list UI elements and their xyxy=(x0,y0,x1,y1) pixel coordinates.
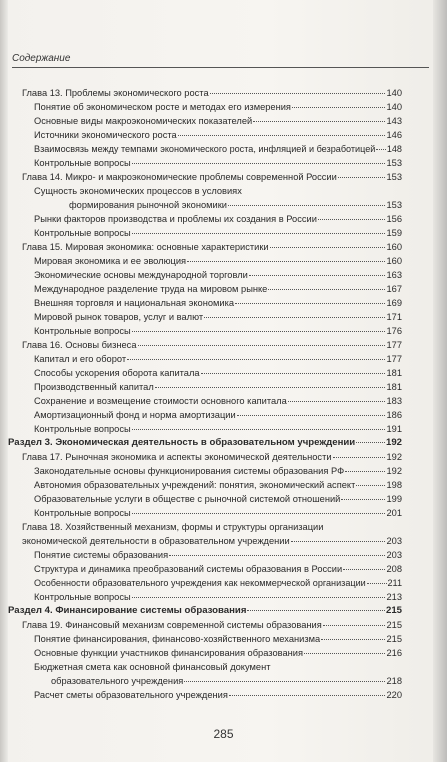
toc-page-number: 192 xyxy=(385,437,402,448)
toc-entry-title: Понятие финансирования, финансово-хозяйственного механизма xyxy=(34,634,321,644)
toc-entry xyxy=(34,310,402,324)
toc-entry-title: Контрольные вопросы xyxy=(34,158,131,168)
dot-leader xyxy=(132,233,386,234)
dot-leader xyxy=(247,610,385,611)
toc-page-number: 215 xyxy=(386,634,402,644)
dot-leader xyxy=(184,681,385,682)
toc-entry xyxy=(34,212,402,226)
toc-page-number: 215 xyxy=(385,605,402,616)
toc-entry-title: Глава 15. Мировая экономика: основные характеристики xyxy=(22,242,269,252)
toc-entry-title: формирования рыночной экономики xyxy=(69,200,227,210)
toc-page-number: 153 xyxy=(386,200,402,210)
toc-page-number: 208 xyxy=(386,564,402,574)
toc-entry-title: Контрольные вопросы xyxy=(34,424,131,434)
toc-page-number: 192 xyxy=(386,452,402,462)
dot-leader xyxy=(318,219,386,220)
toc-entry-title: Контрольные вопросы xyxy=(34,592,131,602)
dot-leader xyxy=(138,345,386,346)
dot-leader xyxy=(228,205,386,206)
toc-entry xyxy=(34,380,402,394)
toc-entry xyxy=(34,590,402,604)
toc-page-number: 192 xyxy=(386,466,402,476)
dot-leader xyxy=(201,373,386,374)
toc-page-number: 167 xyxy=(386,284,402,294)
dot-leader xyxy=(132,597,386,598)
dot-leader xyxy=(253,121,385,122)
toc-entry-title: экономической деятельности в образовательном учреждении xyxy=(22,536,290,546)
toc-chapter-17 xyxy=(22,450,402,464)
toc-page-number: 183 xyxy=(386,396,402,406)
toc-entry-title: Мировой рынок товаров, услуг и валют xyxy=(34,312,204,322)
toc-page-number: 198 xyxy=(386,480,402,490)
toc-page-number: 176 xyxy=(386,326,402,336)
toc-entry xyxy=(34,156,402,170)
toc-page-number: 160 xyxy=(386,256,402,266)
toc-entry xyxy=(34,296,402,310)
toc-entry-title: Контрольные вопросы xyxy=(34,326,131,336)
toc-entry-title-line1: Сущность экономических процессов в условиях xyxy=(34,186,242,196)
toc-entry xyxy=(34,114,402,128)
toc-entry-title: Раздел 3. Экономическая деятельность в образовательном учреждении xyxy=(8,437,356,448)
toc-entry-title: образовательного учреждения xyxy=(51,676,184,686)
toc-entry xyxy=(34,128,402,142)
page-edge-shadow xyxy=(433,0,447,762)
toc-entry xyxy=(34,352,402,366)
dot-leader xyxy=(356,442,385,443)
dot-leader xyxy=(341,499,385,500)
dot-leader xyxy=(288,401,386,402)
toc-entry-title: Глава 13. Проблемы экономического роста xyxy=(22,88,209,98)
toc-page-number: 216 xyxy=(386,648,402,658)
toc-entry xyxy=(34,226,402,240)
toc-entry-title: Автономия образовательных учреждений: понятия, экономический аспект xyxy=(34,480,356,490)
toc-entry-title: Рынки факторов производства и проблемы их создания в России xyxy=(34,214,317,224)
toc-entry-title: Структура и динамика преобразований системы образования в России xyxy=(34,564,343,574)
toc-page-number: 153 xyxy=(386,158,402,168)
dot-leader xyxy=(249,275,386,276)
toc-entry-title: Производственный капитал xyxy=(34,382,154,392)
dot-leader xyxy=(169,555,385,556)
dot-leader xyxy=(178,135,386,136)
toc-entry xyxy=(34,688,402,702)
page-number: 285 xyxy=(213,727,234,741)
toc-entry xyxy=(34,324,402,338)
toc-page-number: 160 xyxy=(386,242,402,252)
toc-entry xyxy=(34,282,402,296)
toc-chapter-19 xyxy=(22,618,402,632)
toc-entry-title: Глава 19. Финансовый механизм современной системы образования xyxy=(22,620,322,630)
toc-entry xyxy=(34,562,402,576)
toc-entry-title: Внешняя торговля и национальная экономика xyxy=(34,298,235,308)
dot-leader xyxy=(155,387,386,388)
dot-leader xyxy=(323,625,386,626)
toc-chapter-15 xyxy=(22,240,402,254)
toc-entry-title: Взаимосвязь между темпами экономического роста, инфляцией и безработицей xyxy=(34,144,376,154)
toc-page-number: 213 xyxy=(386,592,402,602)
toc-page-number: 140 xyxy=(386,88,402,98)
toc-entry-title: Образовательные услуги в обществе с рыночной системой отношений xyxy=(34,494,341,504)
dot-leader xyxy=(345,471,385,472)
toc-entry xyxy=(34,408,402,422)
dot-leader xyxy=(367,583,387,584)
toc-entry-title: Основные функции участников финансирования образования xyxy=(34,648,303,658)
toc-page-number: 146 xyxy=(386,130,402,140)
toc-entry xyxy=(34,464,402,478)
dot-leader xyxy=(333,457,386,458)
toc-entry-title: Мировая экономика и ее эволюция xyxy=(34,256,187,266)
dot-leader xyxy=(132,163,386,164)
dot-leader xyxy=(235,303,385,304)
toc-entry-title: Глава 17. Рыночная экономика и аспекты экономической деятельности xyxy=(22,452,332,462)
dot-leader xyxy=(304,653,386,654)
dot-leader xyxy=(268,289,385,290)
dot-leader xyxy=(132,331,386,332)
toc-entry-title: Понятие об экономическом росте и методах его измерения xyxy=(34,102,291,112)
dot-leader xyxy=(321,639,385,640)
toc-page-number: 211 xyxy=(387,578,402,588)
toc-entry xyxy=(34,366,402,380)
toc-page-number: 203 xyxy=(386,550,402,560)
toc-entry xyxy=(34,268,402,282)
dot-leader xyxy=(338,177,386,178)
dot-leader xyxy=(343,569,385,570)
dot-leader xyxy=(291,541,386,542)
toc-page-number: 186 xyxy=(386,410,402,420)
toc-page-number: 153 xyxy=(386,172,402,182)
dot-leader xyxy=(270,247,386,248)
dot-leader xyxy=(204,317,385,318)
toc-page-number: 140 xyxy=(386,102,402,112)
toc-page-number: 163 xyxy=(386,270,402,280)
dot-leader xyxy=(292,107,386,108)
toc-entry xyxy=(34,394,402,408)
toc-page-number: 169 xyxy=(386,298,402,308)
toc-entry-title: Капитал и его оборот xyxy=(34,354,127,364)
toc-section-4 xyxy=(8,604,402,618)
dot-leader xyxy=(229,695,386,696)
toc-page-number: 199 xyxy=(386,494,402,504)
dot-leader xyxy=(237,415,386,416)
toc-page-number: 148 xyxy=(386,144,402,154)
toc-chapter-13 xyxy=(22,86,402,100)
toc-chapter-14 xyxy=(22,170,402,184)
toc-entry-title: Сохранение и возмещение стоимости основного капитала xyxy=(34,396,287,406)
toc-entry-title: Способы ускорения оборота капитала xyxy=(34,368,200,378)
toc-chapter-18-line1: Глава 18. Хозяйственный механизм, формы и структуры организации xyxy=(22,522,324,532)
running-head: Содержание xyxy=(12,53,71,64)
toc-entry xyxy=(34,506,402,520)
toc-entry xyxy=(34,492,402,506)
toc-entry-title: Законодательные основы функционирования системы образования РФ xyxy=(34,466,345,476)
toc-entry xyxy=(34,548,402,562)
dot-leader xyxy=(187,261,385,262)
toc-entry xyxy=(34,478,402,492)
toc-page-number: 177 xyxy=(386,354,402,364)
toc-section-3 xyxy=(8,436,402,450)
toc-entry xyxy=(34,100,402,114)
toc-entry-title-line1: Бюджетная смета как основной финансовый документ xyxy=(34,662,271,672)
toc-entry-title: Контрольные вопросы xyxy=(34,228,131,238)
toc-entry-title: Расчет сметы образовательного учреждения xyxy=(34,690,228,700)
dot-leader xyxy=(127,359,385,360)
toc-page-number: 215 xyxy=(386,620,402,630)
toc-entry-title: Экономические основы международной торговли xyxy=(34,270,248,280)
dot-leader xyxy=(356,485,385,486)
dot-leader xyxy=(210,93,386,94)
toc-page-number: 181 xyxy=(386,382,402,392)
toc-page-number: 218 xyxy=(386,676,402,686)
toc-entry xyxy=(34,646,402,660)
toc-entry-title: Глава 16. Основы бизнеса xyxy=(22,340,137,350)
toc-page-number: 156 xyxy=(386,214,402,224)
toc-page-number: 203 xyxy=(386,536,402,546)
toc-entry-title: Особенности образовательного учреждения как некоммерческой организации xyxy=(34,578,366,588)
toc-entry-title: Амортизационный фонд и норма амортизации xyxy=(34,410,236,420)
toc-page-number: 171 xyxy=(386,312,402,322)
toc-entry-title: Понятие системы образования xyxy=(34,550,169,560)
toc-page-number: 181 xyxy=(386,368,402,378)
toc-page-number: 177 xyxy=(386,340,402,350)
toc-entry-title: Основные виды макроэкономических показателей xyxy=(34,116,253,126)
toc-entry xyxy=(34,142,402,156)
toc-entry xyxy=(51,674,402,688)
dot-leader xyxy=(132,513,386,514)
toc-page-number: 159 xyxy=(386,228,402,238)
toc-page-number: 220 xyxy=(386,690,402,700)
page-gutter-shadow xyxy=(0,0,8,762)
toc-entry xyxy=(34,422,402,436)
toc-chapter-16 xyxy=(22,338,402,352)
toc-entry xyxy=(69,198,402,212)
toc-page-number: 201 xyxy=(386,508,402,518)
toc-entry-title: Источники экономического роста xyxy=(34,130,177,140)
toc-entry-title: Контрольные вопросы xyxy=(34,508,131,518)
toc-page-number: 191 xyxy=(386,424,402,434)
toc-entry xyxy=(34,632,402,646)
dot-leader xyxy=(132,429,386,430)
dot-leader xyxy=(376,149,385,150)
toc-entry xyxy=(34,254,402,268)
header-rule xyxy=(12,67,429,68)
toc-page-number: 143 xyxy=(386,116,402,126)
toc-entry-title: Глава 14. Микро- и макроэкономические проблемы современной России xyxy=(22,172,337,182)
toc-entry xyxy=(34,576,402,590)
toc-entry-title: Международное разделение труда на мировом рынке xyxy=(34,284,268,294)
toc-chapter-18 xyxy=(22,534,402,548)
toc-entry-title: Раздел 4. Финансирование системы образования xyxy=(8,605,247,616)
